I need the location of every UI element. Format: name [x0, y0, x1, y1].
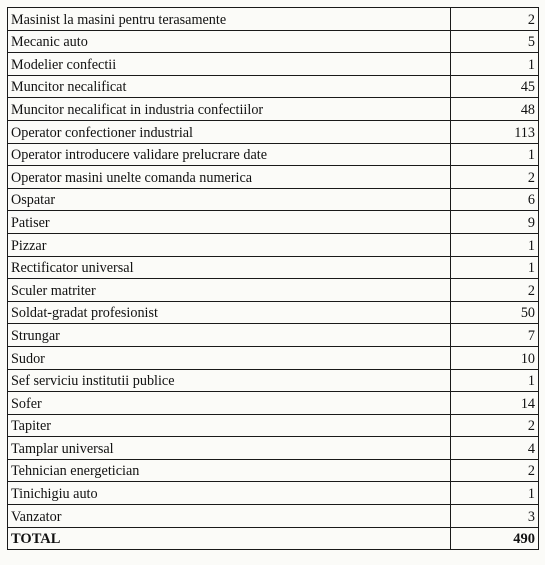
occupation-name: Sef serviciu institutii publice — [8, 369, 451, 392]
vacancy-count: 1 — [451, 482, 539, 505]
table-row — [8, 301, 539, 324]
occupation-name: Rectificator universal — [8, 256, 451, 279]
occupation-name: Sofer — [8, 392, 451, 415]
vacancy-count: 4 — [451, 437, 539, 460]
occupation-name: Modelier confectii — [8, 53, 451, 76]
vacancy-count: 50 — [451, 301, 539, 324]
table-row — [8, 459, 539, 482]
vacancy-count: 48 — [451, 98, 539, 121]
occupation-name: Pizzar — [8, 233, 451, 256]
vacancy-count: 7 — [451, 324, 539, 347]
table-row — [8, 437, 539, 460]
vacancy-count: 45 — [451, 75, 539, 98]
vacancy-count: 9 — [451, 211, 539, 234]
table-row — [8, 8, 539, 31]
vacancy-count: 2 — [451, 166, 539, 189]
table-row — [8, 211, 539, 234]
occupation-name: Operator confectioner industrial — [8, 120, 451, 143]
table-row — [8, 346, 539, 369]
vacancy-count: 14 — [451, 392, 539, 415]
table-row — [8, 369, 539, 392]
occupation-name: Tehnician energetician — [8, 459, 451, 482]
jobs-table-body — [8, 8, 539, 528]
vacancy-count: 1 — [451, 256, 539, 279]
occupation-name: Operator introducere validare prelucrare date — [8, 143, 451, 166]
occupation-name: Tapiter — [8, 414, 451, 437]
occupation-name: Masinist la masini pentru terasamente — [8, 8, 451, 31]
occupation-name: Muncitor necalificat — [8, 75, 451, 98]
table-row — [8, 279, 539, 302]
table-row — [8, 256, 539, 279]
table-row — [8, 53, 539, 76]
total-label: TOTAL — [8, 527, 451, 550]
table-row — [8, 166, 539, 189]
occupation-name: Sudor — [8, 346, 451, 369]
table-row — [8, 233, 539, 256]
table-row — [8, 482, 539, 505]
occupation-name: Strungar — [8, 324, 451, 347]
jobs-table — [7, 7, 539, 550]
vacancy-count: 113 — [451, 120, 539, 143]
vacancy-count: 1 — [451, 53, 539, 76]
occupation-name: Sculer matriter — [8, 279, 451, 302]
table-row — [8, 392, 539, 415]
vacancy-count: 1 — [451, 233, 539, 256]
occupation-name: Vanzator — [8, 505, 451, 528]
occupation-name: Soldat-gradat profesionist — [8, 301, 451, 324]
vacancy-count: 1 — [451, 369, 539, 392]
occupation-name: Muncitor necalificat in industria confectiilor — [8, 98, 451, 121]
occupation-name: Tinichigiu auto — [8, 482, 451, 505]
table-row — [8, 188, 539, 211]
total-row — [8, 527, 539, 550]
table-row — [8, 324, 539, 347]
table-row — [8, 30, 539, 53]
table-row — [8, 143, 539, 166]
table-row — [8, 75, 539, 98]
vacancy-count: 10 — [451, 346, 539, 369]
vacancy-count: 3 — [451, 505, 539, 528]
occupation-name: Operator masini unelte comanda numerica — [8, 166, 451, 189]
table-row — [8, 120, 539, 143]
vacancy-count: 6 — [451, 188, 539, 211]
occupation-name: Mecanic auto — [8, 30, 451, 53]
vacancy-count: 2 — [451, 459, 539, 482]
vacancy-count: 2 — [451, 8, 539, 31]
table-row — [8, 505, 539, 528]
occupation-name: Ospatar — [8, 188, 451, 211]
vacancy-count: 2 — [451, 414, 539, 437]
vacancy-count: 5 — [451, 30, 539, 53]
table-row — [8, 414, 539, 437]
occupation-name: Tamplar universal — [8, 437, 451, 460]
vacancy-count: 2 — [451, 279, 539, 302]
table-row — [8, 98, 539, 121]
vacancy-count: 1 — [451, 143, 539, 166]
occupation-name: Patiser — [8, 211, 451, 234]
total-count: 490 — [451, 527, 539, 550]
